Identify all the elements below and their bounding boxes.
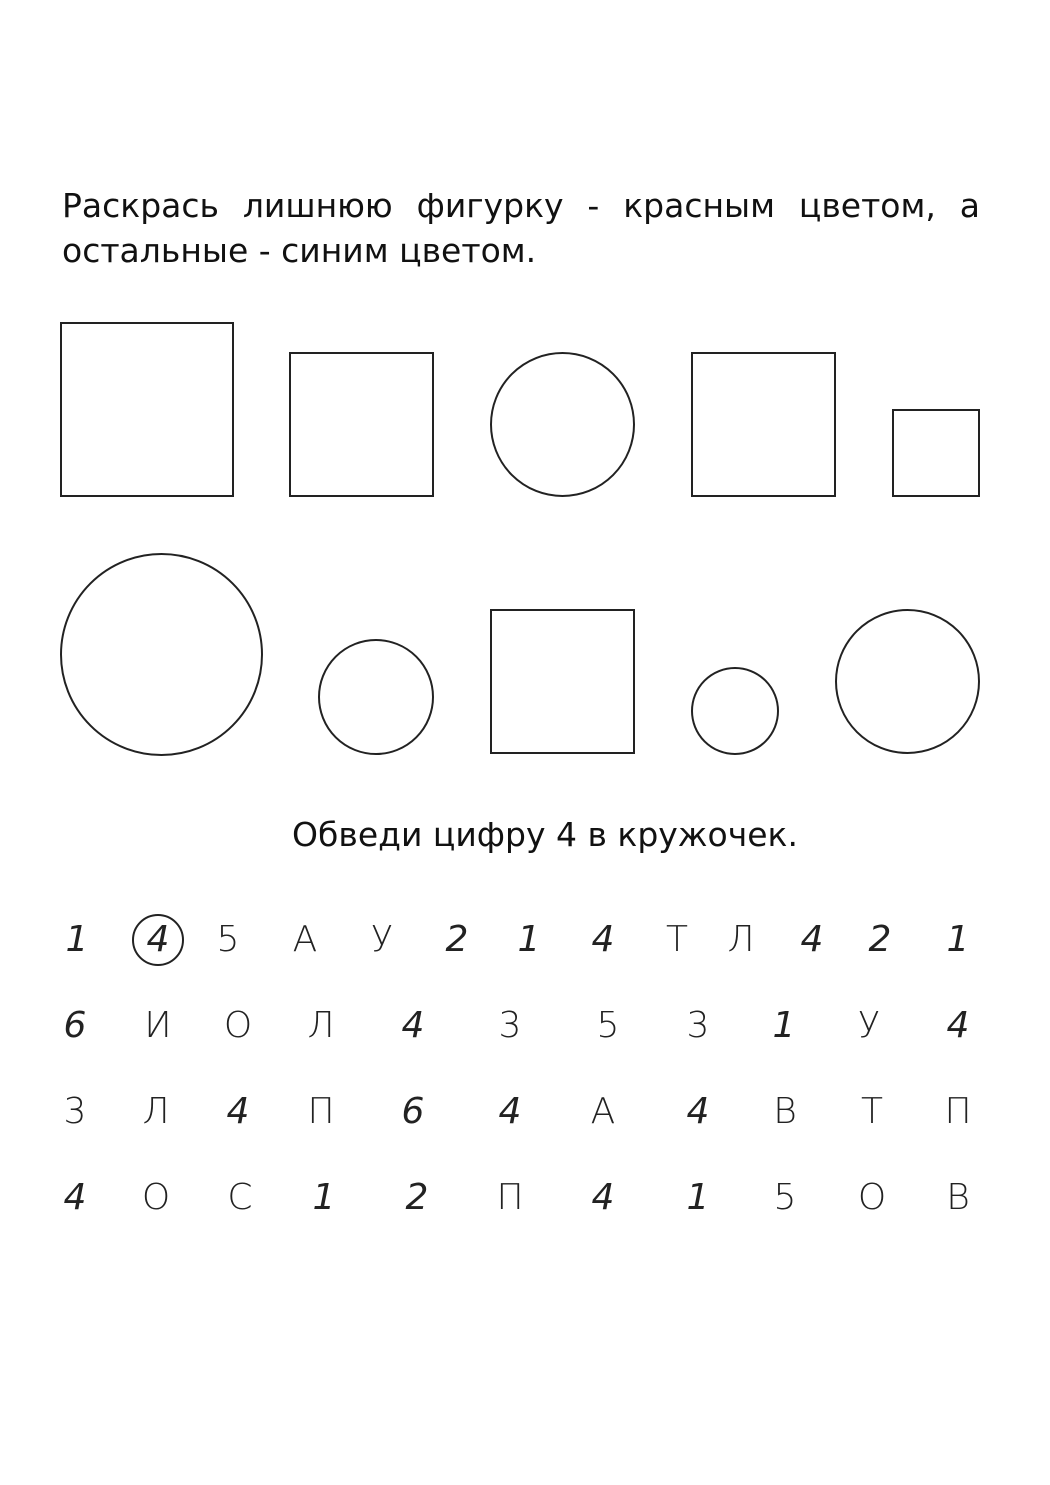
grid-cell[interactable]: 4	[63, 1177, 87, 1218]
symbol-grid	[40, 912, 1000, 1256]
shape-square-large[interactable]	[60, 322, 234, 497]
grid-cell[interactable]: 4	[226, 1091, 250, 1132]
grid-cell[interactable]: У	[371, 919, 393, 960]
grid-cell[interactable]: 5	[216, 919, 240, 960]
grid-cell[interactable]: 4	[498, 1091, 522, 1132]
grid-cell[interactable]: 3	[686, 1005, 710, 1046]
grid-cell[interactable]: 4	[591, 919, 615, 960]
grid-cell[interactable]: 6	[63, 1005, 87, 1046]
grid-cell[interactable]: 2	[405, 1177, 429, 1218]
grid-cell[interactable]: А	[292, 919, 318, 960]
grid-cell[interactable]: 4	[591, 1177, 615, 1218]
grid-cell[interactable]: 4	[686, 1091, 710, 1132]
instruction-circle-four: Обведи цифру 4 в кружочек.	[292, 815, 798, 854]
grid-cell[interactable]: 5	[596, 1005, 620, 1046]
grid-cell[interactable]: Л	[142, 1091, 170, 1132]
grid-cell[interactable]: А	[590, 1091, 616, 1132]
grid-cell[interactable]: 1	[686, 1177, 710, 1218]
grid-cell[interactable]: 4	[946, 1005, 970, 1046]
grid-cell[interactable]: О	[223, 1005, 253, 1046]
grid-cell[interactable]: Л	[307, 1005, 335, 1046]
grid-cell[interactable]: С	[227, 1177, 253, 1218]
shape-circle-large[interactable]	[60, 553, 263, 756]
shape-circle[interactable]	[835, 609, 980, 754]
instruction-color-shapes: Раскрась лишнюю фигурку - красным цветом, а остальные - синим цветом.	[62, 186, 980, 270]
grid-cell[interactable]: И	[144, 1005, 172, 1046]
grid-row	[40, 912, 1000, 998]
shape-square[interactable]	[490, 609, 635, 754]
grid-cell[interactable]: 3	[498, 1005, 522, 1046]
grid-cell[interactable]: 5	[773, 1177, 797, 1218]
grid-cell[interactable]: 1	[946, 919, 970, 960]
grid-cell[interactable]: П	[496, 1177, 524, 1218]
shape-square-small[interactable]	[892, 409, 980, 497]
grid-cell[interactable]: Т	[861, 1091, 883, 1132]
grid-row	[40, 1084, 1000, 1170]
grid-cell-circled[interactable]: 4	[130, 912, 186, 968]
grid-cell[interactable]: 6	[401, 1091, 425, 1132]
grid-cell[interactable]: Т	[666, 919, 688, 960]
grid-row	[40, 1170, 1000, 1256]
grid-cell[interactable]: О	[141, 1177, 171, 1218]
grid-cell[interactable]: Л	[727, 919, 755, 960]
grid-cell[interactable]: 1	[517, 919, 541, 960]
grid-cell[interactable]: В	[773, 1091, 797, 1132]
shape-circle[interactable]	[490, 352, 635, 497]
shape-square[interactable]	[691, 352, 836, 497]
grid-cell[interactable]: П	[944, 1091, 972, 1132]
grid-cell[interactable]: О	[857, 1177, 887, 1218]
grid-cell[interactable]: 3	[63, 1091, 87, 1132]
grid-cell[interactable]: В	[946, 1177, 970, 1218]
grid-cell[interactable]: 4	[401, 1005, 425, 1046]
shape-square[interactable]	[289, 352, 434, 497]
grid-cell[interactable]: П	[307, 1091, 335, 1132]
grid-cell[interactable]: 1	[65, 919, 89, 960]
grid-cell[interactable]: 2	[868, 919, 892, 960]
shape-circle[interactable]	[318, 639, 434, 755]
grid-cell[interactable]: 4	[800, 919, 824, 960]
grid-row	[40, 998, 1000, 1084]
grid-cell[interactable]: 1	[312, 1177, 336, 1218]
grid-cell[interactable]: У	[858, 1005, 880, 1046]
shape-circle-small[interactable]	[691, 667, 779, 755]
grid-cell[interactable]: 1	[772, 1005, 796, 1046]
grid-cell[interactable]: 2	[445, 919, 469, 960]
